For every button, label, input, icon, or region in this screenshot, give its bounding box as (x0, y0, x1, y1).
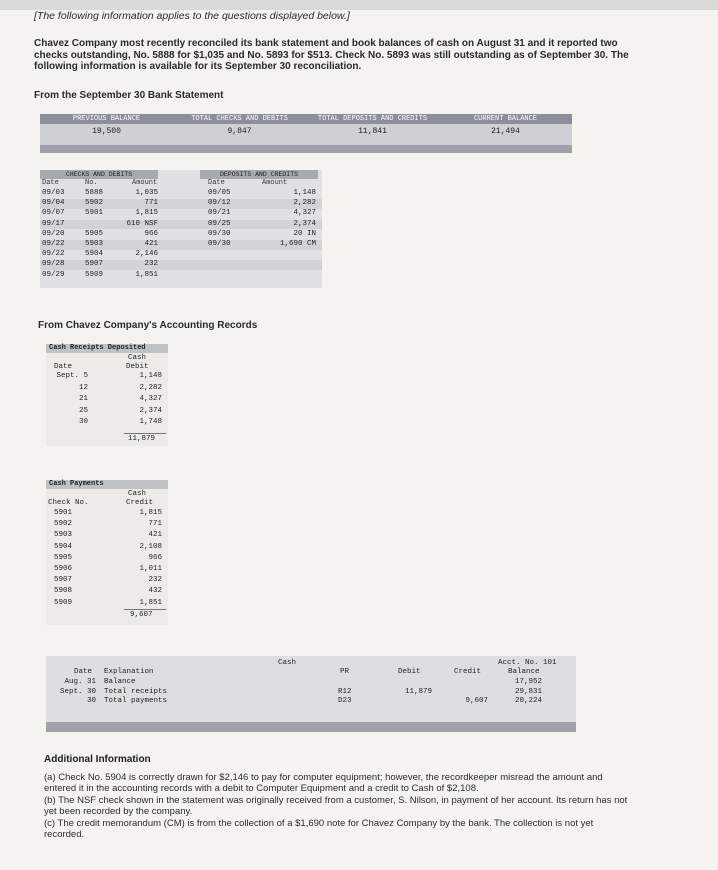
ledger-explanation: Balance (104, 678, 136, 686)
payment-check-no: 5906 (54, 565, 73, 573)
ledger-date: 30 (86, 697, 96, 705)
cash-ledger (46, 656, 576, 722)
ledger-head-date: Date (74, 668, 93, 676)
ledger-balance: 20,224 (514, 697, 542, 705)
deposits-col-date: Date (208, 179, 225, 187)
payment-amount: 771 (148, 520, 162, 529)
receipt-amount: 1,148 (139, 372, 162, 380)
check-amount: 232 (144, 260, 158, 269)
deposit-date: 09/21 (208, 209, 231, 218)
cash-receipts-date-head: Date (54, 363, 73, 371)
check-no: 5902 (85, 199, 104, 208)
ledger-head-credit: Credit (454, 668, 482, 676)
payment-check-no: 5909 (54, 598, 73, 607)
statement-row (40, 230, 322, 240)
check-no: 5903 (85, 240, 104, 248)
cash-payments-col-head2: Credit (126, 499, 154, 507)
payment-check-no: 5905 (54, 553, 73, 562)
summary-header-current: CURRENT BALANCE (473, 115, 537, 123)
check-date: 09/20 (42, 229, 65, 238)
ledger-debit: 11,879 (404, 687, 432, 696)
check-date: 09/22 (42, 250, 65, 259)
payment-check-no: 5902 (54, 520, 73, 529)
deposit-amount: 2,374 (293, 219, 316, 228)
deposit-date: 09/05 (208, 189, 231, 197)
ledger-head-explanation: Explanation (104, 668, 154, 676)
payment-check-no: 5907 (54, 576, 73, 585)
ledger-balance: 17,952 (514, 678, 542, 686)
deposits-title: DEPOSITS AND CREDITS (200, 170, 318, 179)
statement-row (40, 250, 322, 260)
cash-payments-table (46, 480, 168, 625)
cash-receipts-title: Cash Receipts Deposited (46, 344, 168, 353)
ledger-account-no: Acct. No. 101 (498, 659, 557, 667)
cash-payments-check-head: Check No. (48, 499, 89, 507)
payment-check-no: 5903 (54, 531, 73, 540)
cash-payments-col-head1: Cash (128, 490, 147, 498)
check-date: 09/17 (42, 219, 65, 228)
ledger-pr: D23 (338, 697, 352, 705)
ledger-head-pr: PR (340, 668, 350, 676)
records-heading: From Chavez Company's Accounting Records (38, 320, 258, 331)
ledger-pr: R12 (338, 687, 352, 696)
statement-row (40, 260, 322, 270)
deposit-date: 09/25 (208, 219, 231, 228)
payment-check-no: 5901 (54, 509, 73, 517)
cash-receipts-total-rule (124, 433, 166, 434)
receipt-amount: 1,748 (139, 418, 162, 426)
check-date: 09/07 (42, 209, 65, 218)
summary-values (40, 124, 572, 136)
check-amount: 1,035 (135, 189, 158, 197)
payment-amount: 1,815 (139, 509, 162, 517)
check-no: 5907 (85, 260, 104, 269)
ledger-date: Sept. 30 (59, 687, 96, 696)
checks-col-amount: Amount (132, 179, 158, 187)
cash-payments-title: Cash Payments (46, 480, 168, 489)
summary-header-deposits: TOTAL DEPOSITS AND CREDITS (317, 115, 428, 123)
ledger-head-debit: Debit (398, 668, 421, 676)
statement-row (40, 189, 322, 199)
summary-header-checks: TOTAL CHECKS AND DEBITS (191, 115, 288, 123)
receipt-date: 30 (78, 418, 88, 426)
payment-amount: 966 (148, 553, 162, 562)
check-amount: 610 NSF (126, 219, 158, 228)
cash-receipts-total: 11,879 (128, 435, 156, 443)
summary-current-balance: 21,494 (491, 127, 520, 136)
bank-statement-detail (40, 170, 322, 288)
ledger-credit: 9,607 (465, 697, 488, 705)
bank-summary (40, 114, 572, 145)
ledger-head-balance: Balance (508, 668, 540, 676)
ledger-date: Aug. 31 (64, 678, 96, 686)
checks-title: CHECKS AND DEBITS (40, 170, 158, 179)
intro-note: [The following information applies to the questions displayed below.] (34, 10, 350, 22)
payment-amount: 1,011 (139, 565, 162, 573)
payment-amount: 432 (148, 587, 162, 596)
receipt-amount: 2,282 (139, 383, 162, 392)
payment-check-no: 5904 (54, 542, 73, 551)
receipt-date: Sept. 5 (56, 372, 88, 380)
check-date: 09/22 (42, 240, 65, 248)
problem-description: Chavez Company most recently reconciled its bank statement and book balances of cash on August 31 and it reported two checks outstanding, No. 5888 for $1,035 and No. 5893 for $513. Check No. 5893 was still outstanding as of September 30. The following information is available for its September 30 reconciliation. (34, 38, 629, 72)
statement-row (40, 220, 322, 230)
receipt-amount: 2,374 (139, 406, 162, 415)
deposit-amount: 20 IN (293, 229, 316, 238)
payment-amount: 421 (148, 531, 162, 540)
payment-amount: 2,108 (139, 542, 162, 551)
receipt-date: 12 (78, 383, 88, 392)
check-amount: 1,815 (135, 209, 158, 218)
receipt-date: 21 (78, 395, 88, 403)
payment-check-no: 5908 (54, 587, 73, 596)
cash-payments-total: 9,607 (130, 611, 153, 619)
check-amount: 1,851 (135, 270, 158, 279)
statement-row (40, 209, 322, 219)
cash-receipts-table (46, 344, 168, 446)
bank-heading: From the September 30 Bank Statement (34, 90, 224, 101)
deposit-amount: 1,690 CM (279, 240, 316, 248)
summary-total-checks: 9,847 (227, 127, 252, 136)
summary-previous-balance: 19,500 (92, 127, 121, 136)
check-no: 5904 (85, 250, 104, 259)
deposit-date: 09/12 (208, 199, 231, 208)
statement-row (40, 199, 322, 209)
cash-receipts-col-head2: Debit (126, 363, 149, 371)
check-date: 09/28 (42, 260, 65, 269)
ledger-explanation: Total payments (104, 697, 168, 705)
payment-amount: 1,851 (139, 598, 162, 607)
additional-item-b: (b) The NSF check shown in the statement was originally received from a customer, S. Nilson, in payment of her account. Its return has not yet been recorded by the company. (44, 795, 628, 817)
ledger-account-title: Cash (278, 659, 297, 667)
check-amount: 771 (144, 199, 158, 208)
summary-total-deposits: 11,841 (358, 127, 387, 136)
additional-item-c: (c) The credit memorandum (CM) is from the collection of a $1,690 note for Chavez Company by the bank. The collection is not yet recorded. (44, 818, 594, 840)
receipt-date: 25 (78, 406, 88, 415)
deposits-col-amount: Amount (262, 179, 288, 187)
statement-row (40, 240, 322, 250)
summary-header-previous: PREVIOUS BALANCE (72, 115, 141, 123)
deposit-date: 09/30 (208, 229, 231, 238)
deposit-amount: 4,327 (293, 209, 316, 218)
check-amount: 966 (144, 229, 158, 238)
check-no: 5909 (85, 270, 104, 279)
check-date: 09/03 (42, 189, 65, 197)
check-date: 09/04 (42, 199, 65, 208)
summary-bar (40, 145, 572, 153)
check-amount: 421 (144, 240, 158, 248)
check-no: 5905 (85, 229, 104, 238)
deposit-amount: 2,282 (293, 199, 316, 208)
check-no: 5901 (85, 209, 104, 218)
top-strip (0, 0, 718, 10)
additional-items (44, 772, 634, 841)
cash-receipts-col-head1: Cash (128, 354, 147, 362)
check-date: 09/29 (42, 270, 65, 279)
statement-row (40, 271, 322, 281)
checks-col-no: No. (85, 179, 98, 187)
ledger-explanation: Total receipts (104, 687, 168, 696)
payment-amount: 232 (148, 576, 162, 585)
checks-col-date: Date (42, 179, 59, 187)
cash-payments-total-rule (124, 609, 166, 610)
check-amount: 2,146 (135, 250, 158, 259)
additional-title: Additional Information (44, 754, 151, 765)
deposit-amount: 1,148 (293, 189, 316, 197)
additional-item-a: (a) Check No. 5904 is correctly drawn for $2,146 to pay for computer equipment; however, the recordkeeper misread the amount and entered it in the accounting records with a debit to Computer Equipment and a credit to Cash of $2,108. (44, 772, 603, 794)
summary-header (40, 114, 572, 124)
ledger-bar (46, 722, 576, 732)
receipt-amount: 4,327 (139, 395, 162, 403)
deposit-date: 09/30 (208, 240, 231, 248)
ledger-balance: 29,831 (514, 687, 542, 696)
check-no: 5888 (85, 189, 104, 197)
